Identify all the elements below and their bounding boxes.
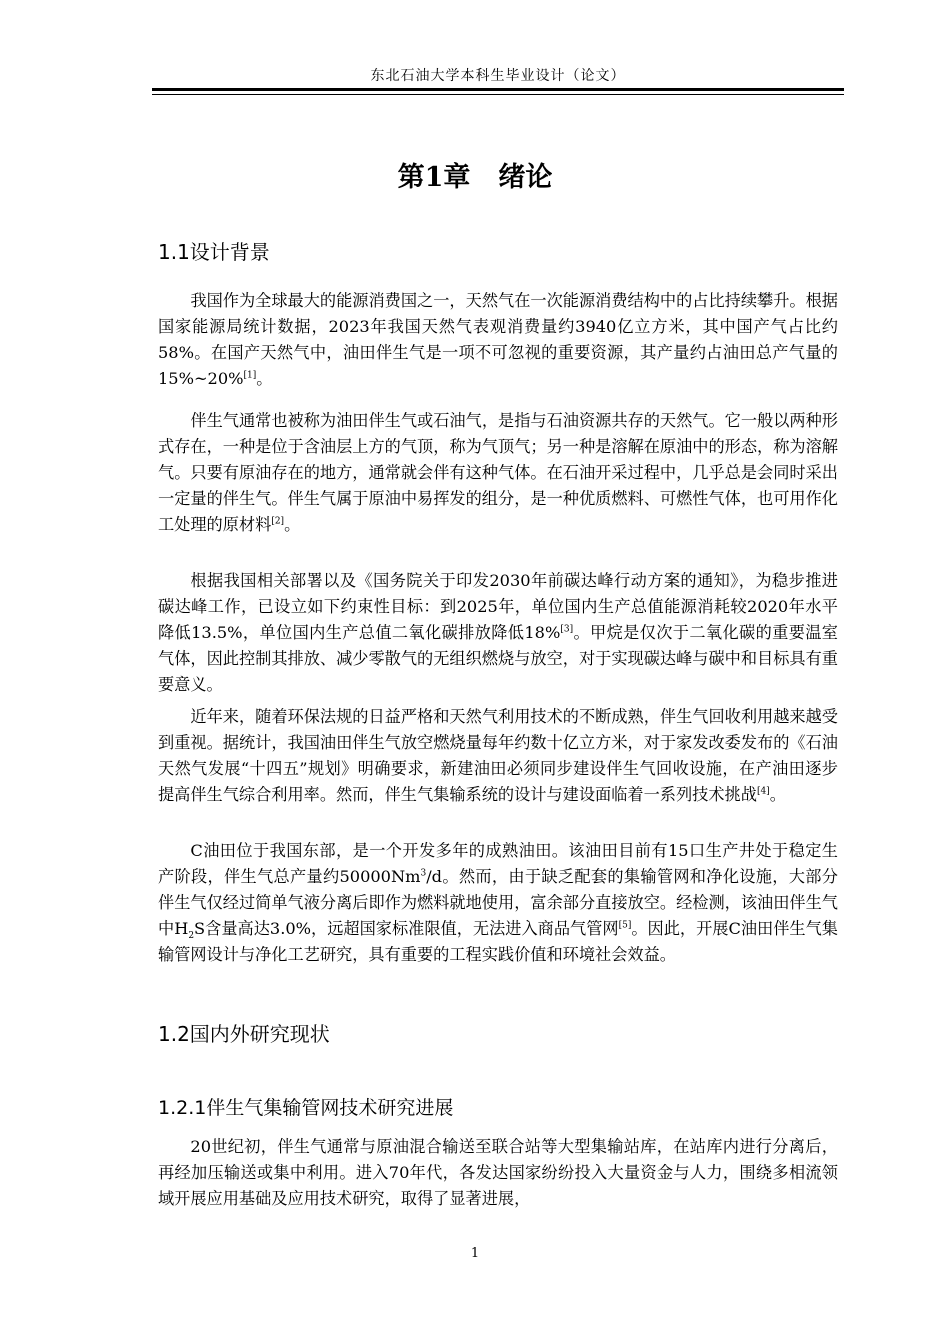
chapter-title xyxy=(0,160,950,196)
formula-subscript: 2 xyxy=(188,931,195,942)
chapter-number: 第1章 xyxy=(397,162,471,193)
paragraph-2-end: 。 xyxy=(284,515,301,534)
paragraph-4 xyxy=(158,704,838,808)
citation-3: [3] xyxy=(560,624,574,635)
citation-1: [1] xyxy=(243,370,257,381)
paragraph-6-text: 20世纪初，伴生气通常与原油混合输送至联合站等大型集输站库，在站库内进行分离后，再经加压输送或集中利用。进入70年代，各发达国家纷纷投入大量资金与人力，围绕多相流领域开展应用基础及应用技术研究，取得了显著进展， xyxy=(158,1137,838,1208)
unit-superscript: 3 xyxy=(420,868,427,879)
paragraph-5-text-b: /d。然而，由于缺乏配套的集输管网和净化设施，大部分伴生气仅经过简单气液分离后即作为燃料就地使用，富余部分直接放空。经检测，该油田伴生气中H xyxy=(158,867,838,938)
paragraph-1-text: 我国作为全球最大的能源消费国之一，天然气在一次能源消费结构中的占比持续攀升。根据国家能源局统计数据，2023年我国天然气表观消费量约3940亿立方米，其中国产气占比约58%。在国产天然气中，油田伴生气是一项不可忽视的重要资源，其产量约占油田总产气量的15%~20% xyxy=(158,291,838,388)
header-rule-thick xyxy=(152,88,844,91)
paragraph-1-end: 。 xyxy=(256,369,273,388)
paragraph-3-end: 。甲烷是仅次于二氧化碳的重要温室气体，因此控制其排放、减少零散气的无组织燃烧与放空，对于实现碳达峰与碳中和目标具有重要意义。 xyxy=(158,623,838,694)
paragraph-3-text: 根据我国相关部署以及《国务院关于印发2030年前碳达峰行动方案的通知》，为稳步推进碳达峰工作，已设立如下约束性目标：到2025年，单位国内生产总值能源消耗较2020年水平降低13.5%，单位国内生产总值二氧化碳排放降低18% xyxy=(158,571,838,642)
citation-5: [5] xyxy=(618,920,632,931)
citation-4: [4] xyxy=(756,786,770,797)
paragraph-2-text: 伴生气通常也被称为油田伴生气或石油气，是指与石油资源共存的天然气。它一般以两种形式存在，一种是位于含油层上方的气顶，称为气顶气；另一种是溶解在原油中的形态，称为溶解气。只要有原油存在的地方，通常就会伴有这种气体。在石油开采过程中，几乎总是会同时采出一定量的伴生气。伴生气属于原油中易挥发的组分，是一种优质燃料、可燃性气体，也可用作化工处理的原材料 xyxy=(158,411,838,534)
paragraph-4-end: 。 xyxy=(769,785,786,804)
paragraph-3 xyxy=(158,568,838,698)
header-rule-thin xyxy=(152,94,844,95)
paragraph-5 xyxy=(158,838,838,968)
paragraph-5-text-a: C油田位于我国东部，是一个开发多年的成熟油田。该油田目前有15口生产井处于稳定生产阶段，伴生气总产量约50000Nm xyxy=(158,841,838,886)
citation-2: [2] xyxy=(271,516,285,527)
page-header xyxy=(152,66,844,96)
paragraph-4-text: 近年来，随着环保法规的日益严格和天然气利用技术的不断成熟，伴生气回收利用越来越受到重视。据统计，我国油田伴生气放空燃烧量每年约数十亿立方米，对于家发改委发布的《石油天然气发展“十四五”规划》明确要求，新建油田必须同步建设伴生气回收设施，在产油田逐步提高伴生气综合利用率。然而，伴生气集输系统的设计与建设面临着一系列技术挑战 xyxy=(158,707,838,804)
section-heading-1-1: 1.1设计背景 xyxy=(158,240,270,264)
paragraph-1 xyxy=(158,288,838,392)
page-number: 1 xyxy=(470,1246,480,1261)
chapter-name: 绪论 xyxy=(498,162,553,193)
paragraph-5-text-c: S含量高达3.0%，远超国家标准限值，无法进入商品气管网 xyxy=(194,919,619,938)
paragraph-6 xyxy=(158,1134,838,1212)
header-title: 东北石油大学本科生毕业设计（论文） xyxy=(370,68,626,84)
paragraph-2 xyxy=(158,408,838,538)
section-heading-1-2-1: 1.2.1伴生气集输管网技术研究进展 xyxy=(158,1097,454,1119)
paragraph-5-text-d: 。因此，开展C油田伴生气集输管网设计与净化工艺研究，具有重要的工程实践价值和环境社会效益。 xyxy=(158,919,838,964)
section-heading-1-2: 1.2国内外研究现状 xyxy=(158,1022,330,1046)
